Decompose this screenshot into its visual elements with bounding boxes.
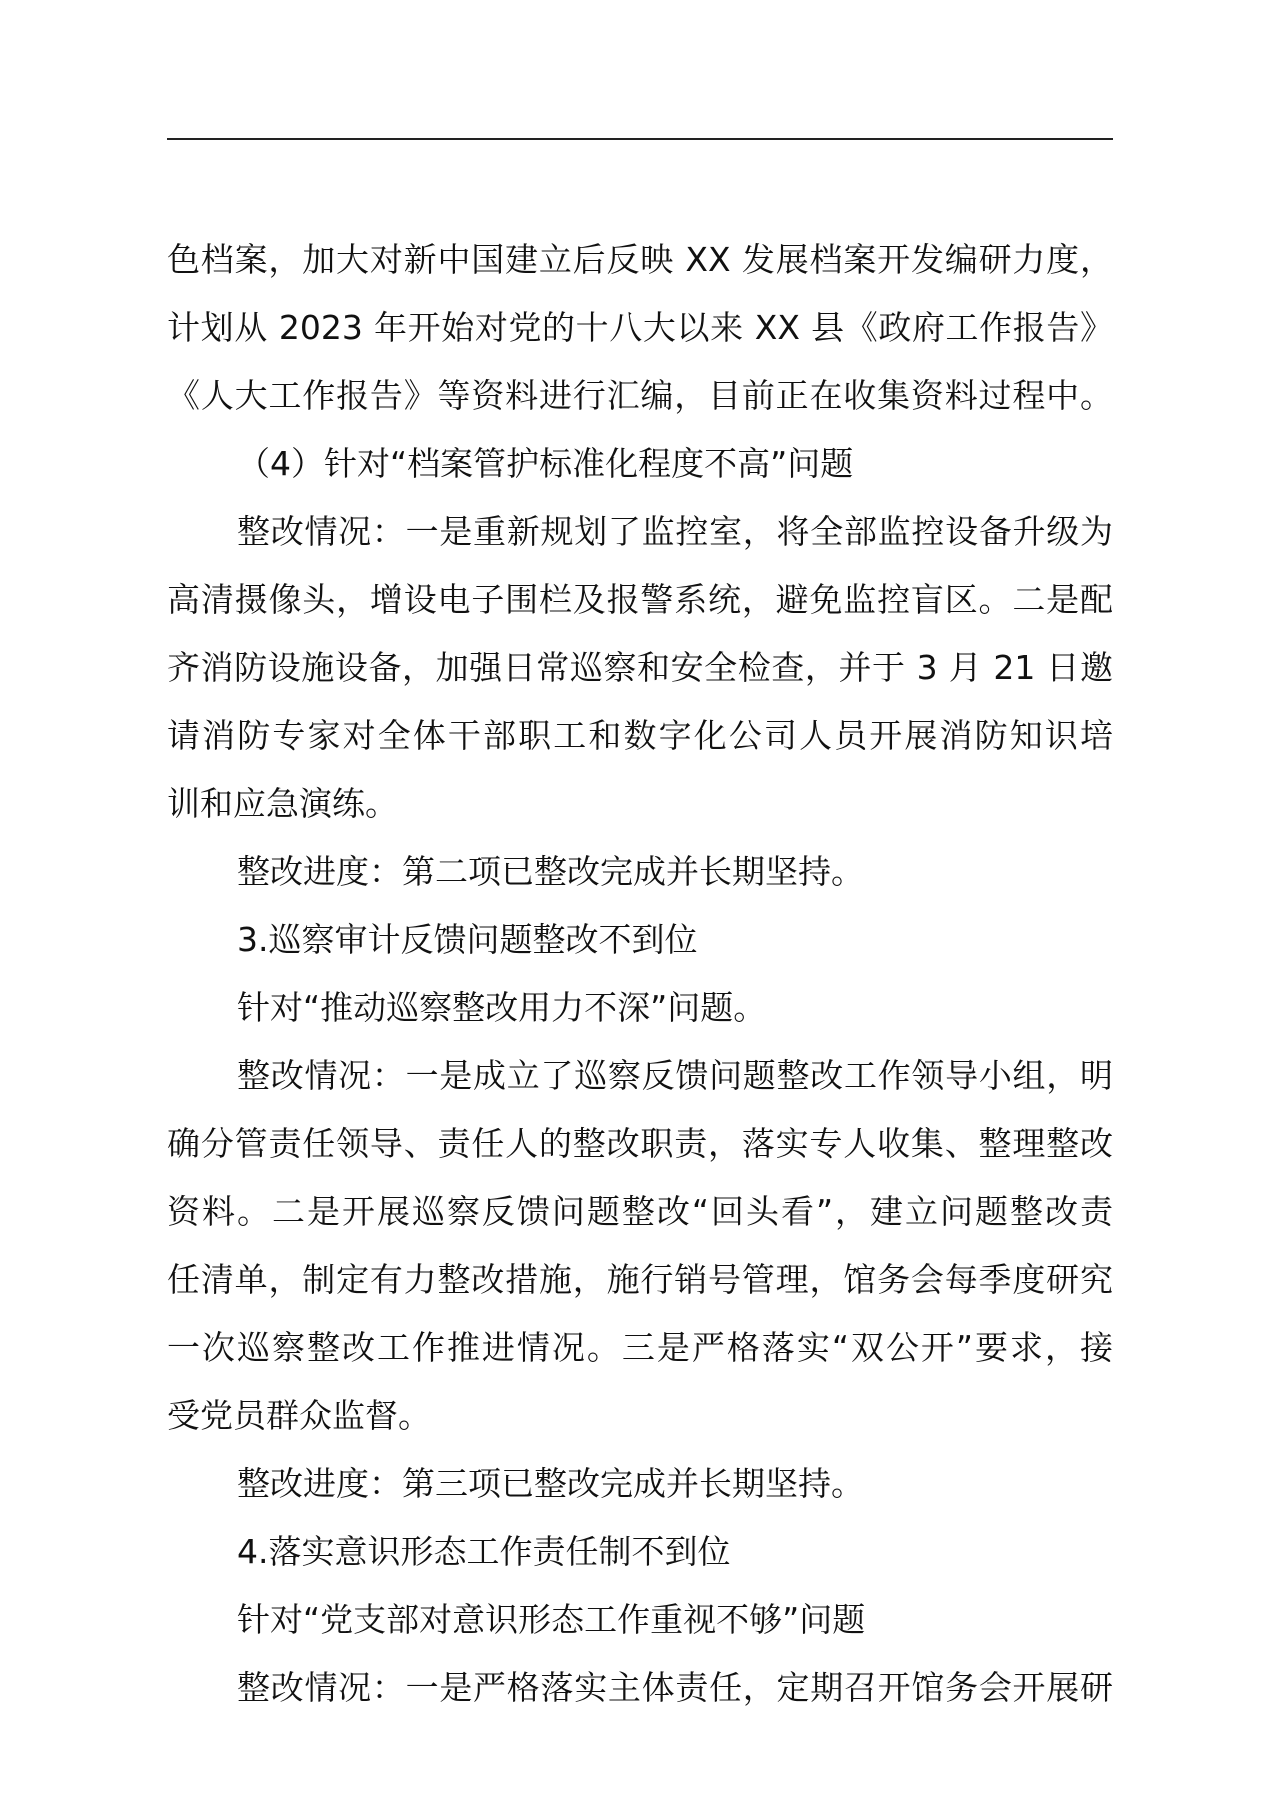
section-heading: 4.落实意识形态工作责任制不到位	[237, 1532, 731, 1571]
issue-line: 针对“推动巡察整改用力不深”问题。	[237, 988, 767, 1027]
paragraph-start: 整改情况：一是严格落实主体责任，定期召开馆务会开展研	[237, 1668, 1113, 1707]
paragraph-start: 整改情况：一是重新规划了监控室，将全部监控设备升级为	[237, 512, 1113, 551]
document-body	[167, 226, 1113, 1722]
text-line: 计划从 2023 年开始对党的十八大以来 XX 县《政府工作报告》	[167, 308, 1113, 347]
section-heading: （4）针对“档案管护标准化程度不高”问题	[237, 444, 854, 483]
section-heading: 3.巡察审计反馈问题整改不到位	[237, 920, 698, 959]
text-line: 受党员群众监督。	[167, 1396, 431, 1435]
text-line: 色档案，加大对新中国建立后反映 XX 发展档案开发编研力度，	[167, 240, 1113, 279]
issue-line: 针对“党支部对意识形态工作重视不够”问题	[237, 1600, 866, 1639]
text-line: 《人大工作报告》等资料进行汇编，目前正在收集资料过程中。	[167, 376, 1113, 415]
text-line: 训和应急演练。	[167, 784, 398, 823]
text-line: 确分管责任领导、责任人的整改职责，落实专人收集、整理整改	[167, 1124, 1113, 1163]
text-line: 任清单，制定有力整改措施，施行销号管理，馆务会每季度研究	[167, 1260, 1113, 1299]
progress-line: 整改进度：第三项已整改完成并长期坚持。	[237, 1464, 864, 1503]
text-line: 一次巡察整改工作推进情况。三是严格落实“双公开”要求，接	[167, 1328, 1113, 1367]
text-line: 请消防专家对全体干部职工和数字化公司人员开展消防知识培	[167, 716, 1113, 755]
text-line: 高清摄像头，增设电子围栏及报警系统，避免监控盲区。二是配	[167, 580, 1113, 619]
text-line: 齐消防设施设备，加强日常巡察和安全检查，并于 3 月 21 日邀	[167, 648, 1113, 687]
paragraph-start: 整改情况：一是成立了巡察反馈问题整改工作领导小组，明	[237, 1056, 1113, 1095]
text-line: 资料。二是开展巡察反馈问题整改“回头看”，建立问题整改责	[167, 1192, 1113, 1231]
header-rule	[167, 138, 1113, 140]
progress-line: 整改进度：第二项已整改完成并长期坚持。	[237, 852, 864, 891]
